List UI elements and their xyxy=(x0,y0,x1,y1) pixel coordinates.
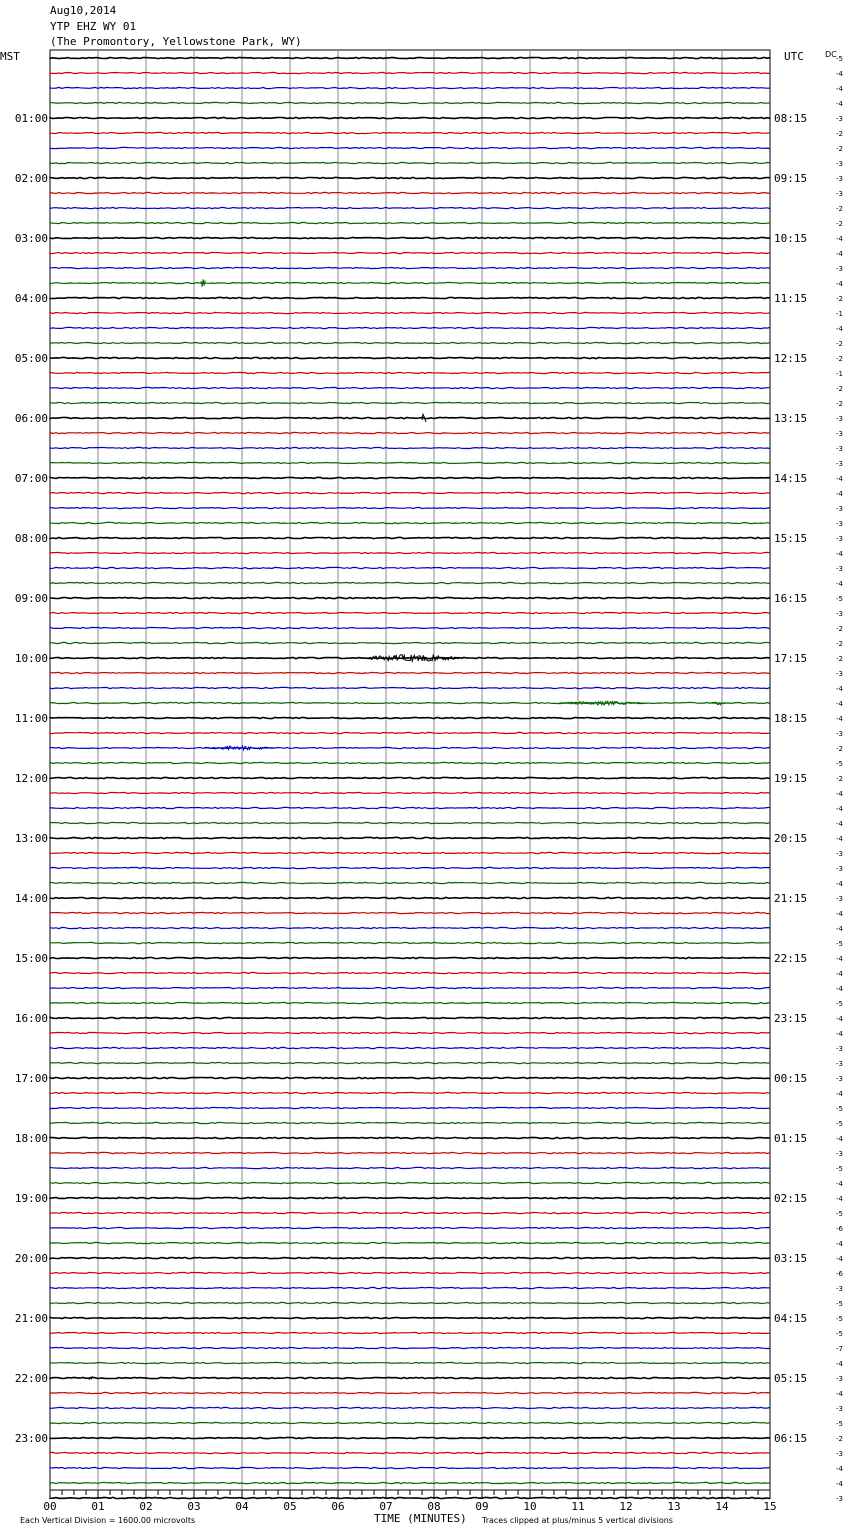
utc-hour-label: 02:15 xyxy=(774,1192,808,1205)
seismic-trace xyxy=(50,687,770,688)
dc-offset-value: -4 xyxy=(836,1090,843,1098)
dc-offset-value: -4 xyxy=(836,790,843,798)
dc-offset-value: -4 xyxy=(836,325,843,333)
dc-offset-value: -2 xyxy=(836,145,843,153)
utc-hour-label: 03:15 xyxy=(774,1252,808,1265)
dc-offset-value: -3 xyxy=(836,610,843,618)
utc-hour-label: 13:15 xyxy=(774,412,808,425)
dc-offset-value: -1 xyxy=(836,310,843,318)
seismic-trace xyxy=(50,477,770,478)
dc-offset-value: -5 xyxy=(836,1330,843,1338)
x-tick-label: 11 xyxy=(571,1500,585,1513)
dc-offset-value: -5 xyxy=(836,1420,843,1428)
seismic-trace xyxy=(50,882,770,883)
dc-offset-value: -2 xyxy=(836,1435,843,1443)
dc-offset-value: -4 xyxy=(836,715,843,723)
dc-offset-value: -2 xyxy=(836,385,843,393)
dc-offset-value: -4 xyxy=(836,1135,843,1143)
utc-hour-label: 09:15 xyxy=(774,172,808,185)
mst-hour-label: 18:00 xyxy=(14,1132,48,1145)
mst-hour-label: 04:00 xyxy=(14,292,48,305)
dc-offset-value: -4 xyxy=(836,280,843,288)
seismic-trace xyxy=(50,1107,770,1108)
date-label: Aug10,2014 xyxy=(50,4,117,17)
seismic-trace xyxy=(50,867,770,868)
dc-offset-value: -3 xyxy=(836,115,843,123)
mst-hour-label: 09:00 xyxy=(14,592,48,605)
dc-offset-value: -4 xyxy=(836,1195,843,1203)
dc-offset-value: -3 xyxy=(836,895,843,903)
dc-offset-value: -3 xyxy=(836,265,843,273)
mst-timezone-label: MST xyxy=(0,50,20,63)
dc-offset-value: -4 xyxy=(836,820,843,828)
dc-offset-value: -4 xyxy=(836,880,843,888)
seismic-trace xyxy=(50,822,770,823)
seismic-trace xyxy=(50,1182,770,1183)
seismic-trace xyxy=(50,777,770,778)
utc-hour-label: 22:15 xyxy=(774,952,808,965)
seismic-event xyxy=(201,279,205,287)
seismic-trace xyxy=(50,1062,770,1063)
seismic-trace xyxy=(50,117,770,118)
dc-offset-value: -3 xyxy=(836,160,843,168)
dc-offset-value: -3 xyxy=(836,1045,843,1053)
seismic-trace xyxy=(50,1347,770,1348)
mst-hour-label: 08:00 xyxy=(14,532,48,545)
dc-offset-value: -3 xyxy=(836,1405,843,1413)
x-tick-label: 12 xyxy=(619,1500,633,1513)
mst-hour-label: 03:00 xyxy=(14,232,48,245)
mst-hour-label: 22:00 xyxy=(14,1372,48,1385)
dc-offset-value: -5 xyxy=(836,940,843,948)
dc-offset-value: -6 xyxy=(836,1270,843,1278)
seismic-trace xyxy=(50,327,770,328)
seismic-trace xyxy=(50,267,770,268)
utc-hour-label: 16:15 xyxy=(774,592,808,605)
dc-offset-value: -2 xyxy=(836,745,843,753)
dc-offset-value: -2 xyxy=(836,340,843,348)
utc-hour-label: 05:15 xyxy=(774,1372,808,1385)
mst-hour-label: 10:00 xyxy=(14,652,48,665)
seismic-trace xyxy=(50,1437,770,1438)
seismic-trace xyxy=(50,177,770,178)
seismic-trace xyxy=(50,417,770,418)
seismic-trace xyxy=(50,492,770,493)
seismic-trace xyxy=(50,1227,770,1228)
seismic-trace xyxy=(50,807,770,808)
seismic-trace xyxy=(50,582,770,583)
dc-offset-value: -4 xyxy=(836,985,843,993)
dc-offset-value: -4 xyxy=(836,490,843,498)
seismic-trace xyxy=(50,372,770,373)
dc-offset-value: -3 xyxy=(836,1075,843,1083)
dc-offset-value: -4 xyxy=(836,955,843,963)
seismic-trace xyxy=(50,252,770,253)
mst-hour-label: 05:00 xyxy=(14,352,48,365)
seismic-trace xyxy=(50,1017,770,1018)
mst-hour-label: 12:00 xyxy=(14,772,48,785)
seismic-trace xyxy=(50,522,770,523)
x-tick-label: 06 xyxy=(331,1500,345,1513)
mst-hour-label: 21:00 xyxy=(14,1312,48,1325)
seismic-trace xyxy=(50,927,770,928)
seismic-trace xyxy=(50,207,770,208)
seismic-trace xyxy=(50,1407,770,1408)
mst-hour-label: 01:00 xyxy=(14,112,48,125)
utc-timezone-label: UTC xyxy=(784,50,804,63)
seismic-trace xyxy=(50,237,770,238)
seismic-trace xyxy=(50,1257,770,1258)
x-axis-title: TIME (MINUTES) xyxy=(374,1512,467,1525)
x-tick-label: 00 xyxy=(43,1500,57,1513)
seismic-trace xyxy=(50,357,770,358)
x-tick-label: 15 xyxy=(763,1500,777,1513)
utc-hour-label: 04:15 xyxy=(774,1312,808,1325)
seismic-trace xyxy=(50,1317,770,1318)
dc-offset-value: -4 xyxy=(836,685,843,693)
dc-offset-value: -5 xyxy=(836,1000,843,1008)
seismic-trace xyxy=(50,732,770,733)
location-label: (The Promontory, Yellowstone Park, WY) xyxy=(50,35,302,48)
utc-hour-label: 12:15 xyxy=(774,352,808,365)
dc-offset-value: -4 xyxy=(836,1015,843,1023)
utc-hour-label: 19:15 xyxy=(774,772,808,785)
x-tick-label: 03 xyxy=(187,1500,201,1513)
mst-hour-label: 11:00 xyxy=(14,712,48,725)
seismic-trace xyxy=(50,162,770,163)
seismic-trace xyxy=(50,912,770,913)
seismic-trace xyxy=(50,717,770,718)
seismic-trace xyxy=(50,987,770,988)
seismic-trace xyxy=(50,1152,770,1153)
seismic-trace xyxy=(50,837,770,838)
seismic-trace xyxy=(50,657,770,658)
seismic-trace xyxy=(50,567,770,568)
x-tick-label: 01 xyxy=(91,1500,105,1513)
seismic-trace xyxy=(50,702,770,703)
seismic-trace xyxy=(50,72,770,73)
mst-hour-label: 02:00 xyxy=(14,172,48,185)
dc-offset-value: -5 xyxy=(836,1105,843,1113)
seismic-trace xyxy=(50,627,770,628)
dc-offset-value: -2 xyxy=(836,205,843,213)
dc-offset-value: -3 xyxy=(836,670,843,678)
seismic-trace xyxy=(50,432,770,433)
seismic-trace xyxy=(50,57,770,58)
mst-hour-label: 16:00 xyxy=(14,1012,48,1025)
dc-offset-value: -4 xyxy=(836,1255,843,1263)
seismic-trace xyxy=(50,1467,770,1468)
dc-offset-value: -3 xyxy=(836,175,843,183)
x-tick-label: 04 xyxy=(235,1500,249,1513)
dc-offset-value: -3 xyxy=(836,1450,843,1458)
seismic-trace xyxy=(50,1047,770,1048)
seismic-trace xyxy=(50,87,770,88)
dc-offset-value: -3 xyxy=(836,520,843,528)
dc-offset-value: -5 xyxy=(836,1120,843,1128)
seismic-trace xyxy=(50,897,770,898)
dc-offset-value: -4 xyxy=(836,805,843,813)
seismic-trace xyxy=(50,1212,770,1213)
seismic-trace xyxy=(50,537,770,538)
seismic-trace xyxy=(50,132,770,133)
dc-offset-value: -3 xyxy=(836,865,843,873)
dc-offset-value: -4 xyxy=(836,580,843,588)
mst-hour-label: 17:00 xyxy=(14,1072,48,1085)
dc-offset-value: -1 xyxy=(836,370,843,378)
utc-hour-label: 01:15 xyxy=(774,1132,808,1145)
seismic-trace xyxy=(50,387,770,388)
mst-hour-label: 23:00 xyxy=(14,1432,48,1445)
dc-offset-value: -4 xyxy=(836,1030,843,1038)
seismic-trace xyxy=(50,147,770,148)
dc-offset-value: -3 xyxy=(836,1495,843,1503)
dc-offset-value: -3 xyxy=(836,535,843,543)
dc-offset-value: -3 xyxy=(836,505,843,513)
utc-hour-label: 17:15 xyxy=(774,652,808,665)
mst-hour-label: 06:00 xyxy=(14,412,48,425)
seismic-trace xyxy=(50,1452,770,1453)
dc-offset-value: -2 xyxy=(836,355,843,363)
seismic-trace xyxy=(50,1002,770,1003)
seismic-trace xyxy=(50,1092,770,1093)
dc-offset-value: -4 xyxy=(836,1480,843,1488)
dc-offset-value: -4 xyxy=(836,1360,843,1368)
dc-offset-value: -5 xyxy=(836,55,843,63)
seismic-trace xyxy=(50,1272,770,1273)
x-tick-label: 14 xyxy=(715,1500,729,1513)
seismic-trace xyxy=(50,1122,770,1123)
seismic-trace xyxy=(50,312,770,313)
mst-hour-label: 07:00 xyxy=(14,472,48,485)
dc-offset-value: -3 xyxy=(836,1060,843,1068)
dc-label: DC xyxy=(825,50,837,59)
utc-hour-label: 11:15 xyxy=(774,292,808,305)
dc-offset-value: -2 xyxy=(836,625,843,633)
dc-offset-value: -3 xyxy=(836,850,843,858)
seismic-trace xyxy=(50,1242,770,1243)
seismic-trace xyxy=(50,1362,770,1363)
seismic-trace xyxy=(50,402,770,403)
dc-offset-value: -2 xyxy=(836,400,843,408)
utc-hour-label: 21:15 xyxy=(774,892,808,905)
seismic-trace xyxy=(50,747,770,748)
mst-hour-label: 19:00 xyxy=(14,1192,48,1205)
dc-offset-value: -4 xyxy=(836,70,843,78)
seismic-trace xyxy=(50,1137,770,1138)
seismic-trace xyxy=(50,297,770,298)
seismic-trace xyxy=(50,1332,770,1333)
dc-offset-value: -4 xyxy=(836,835,843,843)
dc-offset-value: -4 xyxy=(836,100,843,108)
dc-offset-value: -3 xyxy=(836,1375,843,1383)
seismic-trace xyxy=(50,1377,770,1378)
seismic-trace xyxy=(50,1197,770,1198)
utc-hour-label: 20:15 xyxy=(774,832,808,845)
dc-offset-value: -3 xyxy=(836,1150,843,1158)
dc-offset-value: -2 xyxy=(836,130,843,138)
seismic-trace xyxy=(50,672,770,673)
seismic-trace xyxy=(50,852,770,853)
x-tick-label: 05 xyxy=(283,1500,297,1513)
seismic-trace xyxy=(50,942,770,943)
dc-offset-value: -6 xyxy=(836,1225,843,1233)
dc-offset-value: -2 xyxy=(836,220,843,228)
seismic-trace xyxy=(50,102,770,103)
dc-offset-value: -4 xyxy=(836,700,843,708)
dc-offset-value: -4 xyxy=(836,235,843,243)
seismic-trace xyxy=(50,507,770,508)
dc-offset-value: -4 xyxy=(836,1180,843,1188)
dc-offset-value: -3 xyxy=(836,565,843,573)
mst-hour-label: 20:00 xyxy=(14,1252,48,1265)
dc-offset-value: -4 xyxy=(836,85,843,93)
utc-hour-label: 14:15 xyxy=(774,472,808,485)
utc-hour-label: 18:15 xyxy=(774,712,808,725)
seismic-trace xyxy=(50,1422,770,1423)
dc-offset-value: -3 xyxy=(836,1285,843,1293)
x-tick-label: 10 xyxy=(523,1500,537,1513)
x-tick-label: 08 xyxy=(427,1500,441,1513)
dc-offset-value: -3 xyxy=(836,190,843,198)
x-tick-label: 13 xyxy=(667,1500,681,1513)
seismic-trace xyxy=(50,552,770,553)
x-tick-label: 07 xyxy=(379,1500,393,1513)
seismic-trace xyxy=(50,612,770,613)
seismic-trace xyxy=(50,1482,770,1483)
plot-frame xyxy=(50,50,770,1490)
dc-offset-value: -3 xyxy=(836,415,843,423)
dc-offset-value: -5 xyxy=(836,595,843,603)
seismic-trace xyxy=(50,462,770,463)
vertical-division-note: Each Vertical Division = 1600.00 microvolts xyxy=(20,1516,196,1525)
dc-offset-value: -4 xyxy=(836,250,843,258)
seismic-trace xyxy=(50,222,770,223)
dc-offset-value: -3 xyxy=(836,430,843,438)
seismic-trace xyxy=(50,792,770,793)
station-label: YTP EHZ WY 01 xyxy=(50,20,137,33)
utc-hour-label: 08:15 xyxy=(774,112,808,125)
dc-offset-value: -2 xyxy=(836,655,843,663)
dc-offset-value: -4 xyxy=(836,910,843,918)
seismic-trace xyxy=(50,1392,770,1393)
dc-offset-value: -4 xyxy=(836,1390,843,1398)
seismic-trace xyxy=(50,957,770,958)
dc-offset-value: -5 xyxy=(836,1315,843,1323)
dc-offset-value: -2 xyxy=(836,775,843,783)
dc-offset-value: -5 xyxy=(836,760,843,768)
seismic-trace xyxy=(50,1032,770,1033)
seismic-trace xyxy=(50,1302,770,1303)
dc-offset-value: -4 xyxy=(836,970,843,978)
mst-hour-label: 13:00 xyxy=(14,832,48,845)
dc-offset-value: -5 xyxy=(836,1300,843,1308)
utc-hour-label: 06:15 xyxy=(774,1432,808,1445)
x-tick-label: 02 xyxy=(139,1500,153,1513)
dc-offset-value: -3 xyxy=(836,460,843,468)
x-tick-label: 09 xyxy=(475,1500,489,1513)
dc-offset-value: -4 xyxy=(836,1465,843,1473)
dc-offset-value: -4 xyxy=(836,1240,843,1248)
seismic-trace xyxy=(50,1077,770,1078)
seismic-trace xyxy=(50,192,770,193)
dc-offset-value: -3 xyxy=(836,445,843,453)
dc-offset-value: -7 xyxy=(836,1345,843,1353)
dc-offset-value: -4 xyxy=(836,550,843,558)
seismic-trace xyxy=(50,762,770,763)
mst-hour-label: 15:00 xyxy=(14,952,48,965)
seismic-trace xyxy=(50,972,770,973)
utc-hour-label: 23:15 xyxy=(774,1012,808,1025)
dc-offset-value: -5 xyxy=(836,1165,843,1173)
dc-offset-value: -3 xyxy=(836,730,843,738)
dc-offset-value: -4 xyxy=(836,475,843,483)
utc-hour-label: 15:15 xyxy=(774,532,808,545)
dc-offset-value: -2 xyxy=(836,640,843,648)
utc-hour-label: 00:15 xyxy=(774,1072,808,1085)
dc-offset-value: -5 xyxy=(836,1210,843,1218)
dc-offset-value: -2 xyxy=(836,295,843,303)
seismic-trace xyxy=(50,447,770,448)
dc-offset-value: -4 xyxy=(836,925,843,933)
mst-hour-label: 14:00 xyxy=(14,892,48,905)
seismic-trace xyxy=(50,597,770,598)
seismic-trace xyxy=(50,1287,770,1288)
clipping-note: Traces clipped at plus/minus 5 vertical divisions xyxy=(482,1516,673,1525)
seismic-trace xyxy=(50,1167,770,1168)
seismic-trace xyxy=(50,282,770,283)
seismic-trace xyxy=(50,1497,770,1498)
utc-hour-label: 10:15 xyxy=(774,232,808,245)
seismic-trace xyxy=(50,642,770,643)
seismic-trace xyxy=(50,342,770,343)
